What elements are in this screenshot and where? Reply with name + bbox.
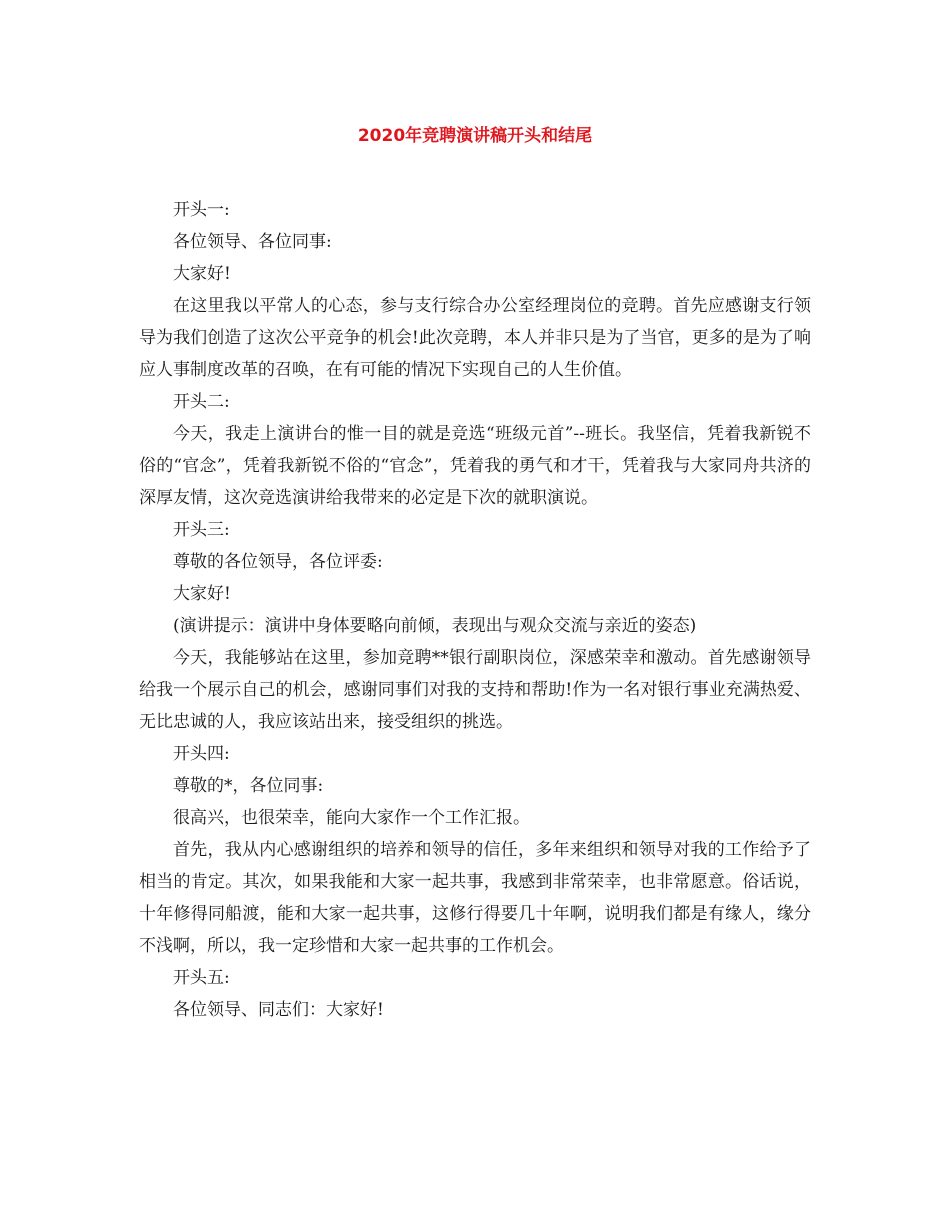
paragraph: 开头五: <box>173 968 230 988</box>
paragraph: 开头一: <box>173 200 230 220</box>
paragraph: 各位领导、各位同事: <box>173 232 332 252</box>
paragraph: 开头三: <box>173 520 230 540</box>
paragraph: 很高兴，也很荣幸，能向大家作一个工作汇报。 <box>173 808 530 828</box>
paragraph: 各位领导、同志们：大家好! <box>173 1000 384 1020</box>
document-title: 2020年竞聘演讲稿开头和结尾 <box>357 126 593 146</box>
paragraph: 尊敬的各位领导，各位评委: <box>173 552 383 572</box>
paragraph: 开头二: <box>173 392 230 412</box>
paragraph: 开头四: <box>173 744 230 764</box>
paragraph: 首先，我从内心感谢组织的培养和领导的信任，多年来组织和领导对我的工作给予了相当的肯定。其次，如果我能和大家一起共事，我感到非常荣幸，也非常愿意。俗话说，十年修得同船渡，能和大家一起共事，这修行得要几十年啊，说明我们都是有缘人，缘分不浅啊，所以，我一定珍惜和大家一起共事的工作机会。 <box>139 840 811 956</box>
paragraph: 今天，我能够站在这里，参加竞聘**银行副职岗位，深感荣幸和激动。首先感谢领导给我一个展示自己的机会，感谢同事们对我的支持和帮助!作为一名对银行事业充满热爱、无比忠诚的人，我应该站出来，接受组织的挑选。 <box>139 648 811 732</box>
paragraph: 在这里我以平常人的心态，参与支行综合办公室经理岗位的竞聘。首先应感谢支行领导为我们创造了这次公平竞争的机会!此次竞聘，本人并非只是为了当官，更多的是为了响应人事制度改革的召唤，在有可能的情况下实现自己的人生价值。 <box>139 296 811 380</box>
paragraph: (演讲提示：演讲中身体要略向前倾，表现出与观众交流与亲近的姿态) <box>173 616 697 636</box>
document-body <box>139 194 811 1026</box>
paragraph: 大家好! <box>173 584 231 604</box>
paragraph: 大家好! <box>173 264 231 284</box>
paragraph: 今天，我走上演讲台的惟一目的就是竞选“班级元首”--班长。我坚信，凭着我新锐不俗的“官念”，凭着我新锐不俗的“官念”，凭着我的勇气和才干，凭着我与大家同舟共济的深厚友情，这次竞选演讲给我带来的必定是下次的就职演说。 <box>139 424 811 508</box>
paragraph: 尊敬的*，各位同事: <box>173 776 324 796</box>
